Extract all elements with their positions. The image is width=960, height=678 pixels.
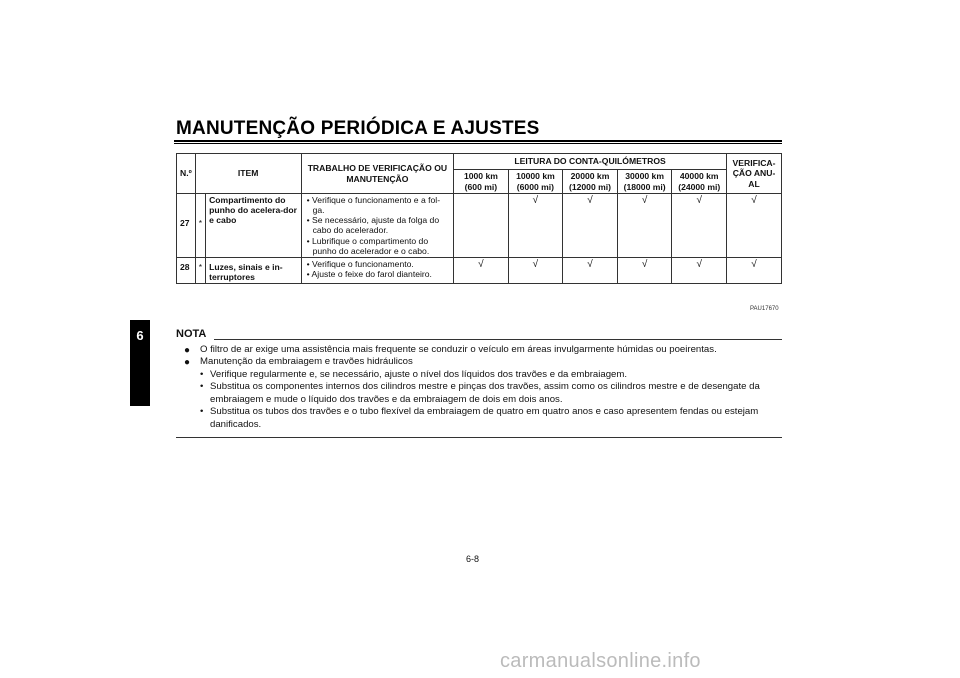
check-cell xyxy=(454,194,508,258)
col-header-no: N.º xyxy=(177,154,196,194)
check-cell: √ xyxy=(617,194,672,258)
row-star: * xyxy=(195,258,205,284)
note-text: O filtro de ar exige uma assistência mais frequente se conduzir o veículo em áreas invulgarmente húmidas ou poeirentas. xyxy=(200,344,717,355)
row-work xyxy=(301,258,454,284)
check-cell: √ xyxy=(672,194,727,258)
km-label: 20000 km xyxy=(570,171,610,182)
chapter-tab: 6 xyxy=(130,320,150,406)
col-header-work: TRABALHO DE VERIFICAÇÃO OU MANUTENÇÃO xyxy=(301,154,454,194)
work-step: • Se necessário, ajuste da folga do cabo do acelerador. xyxy=(305,215,451,235)
mi-label: (12000 mi) xyxy=(568,181,612,192)
mi-label: (18000 mi) xyxy=(623,181,666,192)
page-title: MANUTENÇÃO PERIÓDICA E AJUSTES xyxy=(176,118,540,139)
km-label: 10000 km xyxy=(516,171,555,182)
col-header-km-1 xyxy=(454,170,508,194)
bullet-icon: • xyxy=(200,368,204,380)
km-label: 1000 km xyxy=(463,171,498,182)
col-header-annual: VERIFICA-ÇÃO ANU-AL xyxy=(727,154,782,194)
bullet-icon: • xyxy=(200,381,204,393)
table-row xyxy=(177,258,782,284)
note-subtext: Substitua os tubos dos travões e o tubo flexível da embraiagem de quatro em quatro anos e caso apresentem fendas ou estejam danificados. xyxy=(210,406,759,430)
check-cell: √ xyxy=(563,194,618,258)
mi-label: (24000 mi) xyxy=(678,181,721,192)
col-header-item: ITEM xyxy=(195,154,301,194)
reference-code: PAU17670 xyxy=(750,306,779,312)
note-subitem xyxy=(184,406,782,431)
col-header-km-3 xyxy=(563,170,618,194)
row-work xyxy=(301,194,454,258)
bullet-icon: • xyxy=(200,406,204,418)
watermark: carmanualsonline.info xyxy=(500,650,701,672)
note-heading: NOTA xyxy=(176,328,207,340)
mi-label: (600 mi) xyxy=(464,181,498,192)
note-paragraph xyxy=(184,344,782,356)
title-rule xyxy=(174,140,782,142)
work-step: • Verifique o funcionamento. xyxy=(305,259,451,269)
col-header-km-2 xyxy=(508,170,563,194)
row-item: Compartimento do punho do acelera-dor e cabo xyxy=(206,194,302,258)
title-rule-thin xyxy=(174,143,782,144)
check-cell: √ xyxy=(454,258,508,284)
maintenance-table xyxy=(176,153,782,284)
work-step: • Lubrifique o compartimento do punho do acelerador e o cabo. xyxy=(305,236,451,256)
check-cell: √ xyxy=(563,258,618,284)
table-header-row xyxy=(177,154,782,170)
note-body xyxy=(184,344,782,431)
note-subitem xyxy=(184,381,782,406)
check-cell: √ xyxy=(672,258,727,284)
work-step: • Ajuste o feixe do farol dianteiro. xyxy=(305,269,451,279)
check-cell: √ xyxy=(508,194,563,258)
check-cell: √ xyxy=(727,194,782,258)
row-star: * xyxy=(195,194,205,258)
col-header-odometer: LEITURA DO CONTA-QUILÓMETROS xyxy=(454,154,727,170)
page-number: 6-8 xyxy=(466,554,480,564)
note-rule xyxy=(214,339,782,340)
check-cell: √ xyxy=(727,258,782,284)
row-number: 28 xyxy=(177,258,196,284)
row-item: Luzes, sinais e in-terruptores xyxy=(206,258,302,284)
note-bottom-rule xyxy=(176,437,782,438)
col-header-km-4 xyxy=(617,170,672,194)
check-cell: √ xyxy=(508,258,563,284)
note-subtext: Substitua os componentes internos dos cilindros mestre e pinças dos travões, assim como os cilindros mestre e de desengate da embraiagem e mude o líquido dos travões e da embraiagem de dois em dois anos. xyxy=(210,381,760,405)
bullet-dot-icon: ● xyxy=(184,357,191,369)
col-header-km-5 xyxy=(672,170,727,194)
check-cell: √ xyxy=(617,258,672,284)
note-subtext: Verifique regularmente e, se necessário, ajuste o nível dos líquidos dos travões e da embraiagem. xyxy=(210,368,628,380)
table-row xyxy=(177,194,782,258)
km-label: 40000 km xyxy=(679,171,719,182)
km-label: 30000 km xyxy=(625,171,664,182)
row-number: 27 xyxy=(177,194,196,258)
note-text: Manutenção da embraiagem e travões hidráulicos xyxy=(200,356,413,368)
mi-label: (6000 mi) xyxy=(516,181,555,192)
note-subitem xyxy=(184,369,782,381)
bullet-dot-icon: ● xyxy=(184,345,191,356)
work-step: • Verifique o funcionamento e a fol-ga. xyxy=(305,195,451,215)
note-paragraph xyxy=(184,356,782,368)
